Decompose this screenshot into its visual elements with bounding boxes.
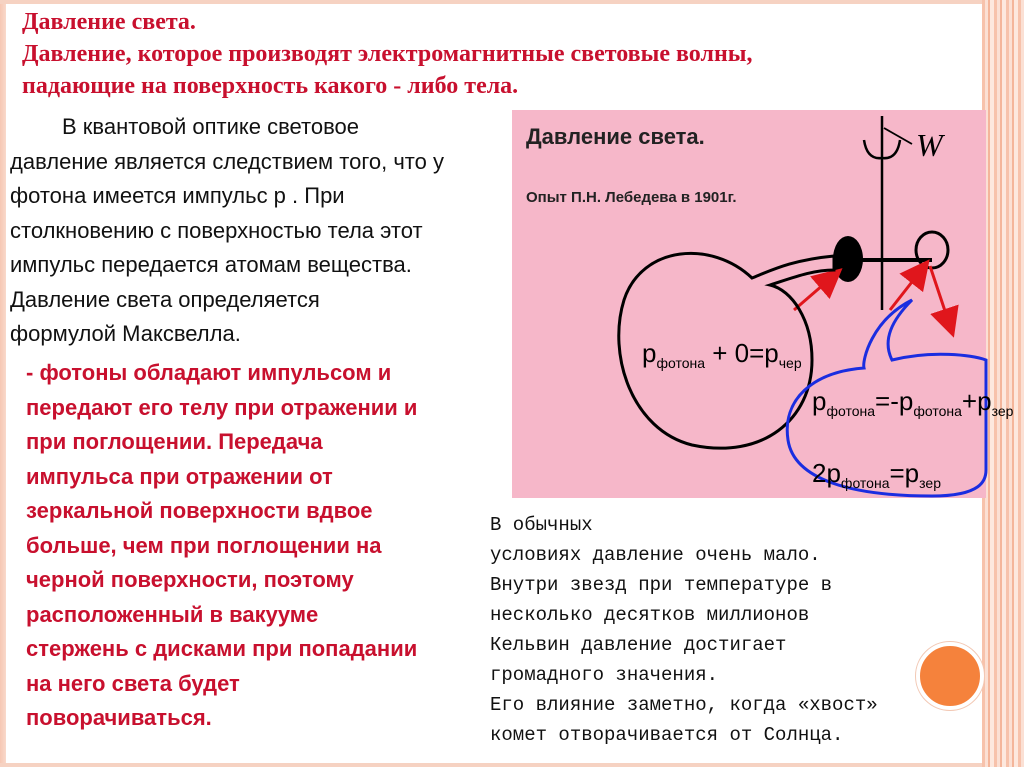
lebedev-experiment-figure <box>512 110 1014 498</box>
red-line: передают его телу при отражении и <box>26 394 418 420</box>
red-line: при поглощении. Передача <box>26 429 323 454</box>
reflected-beam-line <box>884 128 912 144</box>
formula-mirror-disk: $р_{фотона}=-р_{фотона}+р_{зер}$ <box>812 386 1014 419</box>
note-line: комет отворачивается от Солнца. <box>490 724 844 746</box>
red-line: черной поверхности, поэтому <box>26 567 354 592</box>
black-disk <box>833 236 863 282</box>
incident-arrow-black-disk <box>794 272 838 310</box>
note-line: Его влияние заметно, когда «хвост» <box>490 694 878 716</box>
red-line: на него света будет <box>26 670 240 696</box>
experiment-diagram <box>512 110 1014 498</box>
title-line: Давление, которое производят электромагнитные световые волны, <box>22 41 753 67</box>
formula-black-disk: $р_{фотона} + 0=р_{чер}$ <box>642 338 802 371</box>
photon-explanation <box>26 356 496 736</box>
formula-double-momentum: $2р_{фотона}=р_{зер}$ <box>812 458 941 491</box>
w-label: W <box>916 127 943 163</box>
note-line: Кельвин давление достигает <box>490 634 787 656</box>
body-line: формулой Максвелла. <box>10 321 241 346</box>
mirror-disk <box>916 232 948 268</box>
note-line: В обычных <box>490 514 593 536</box>
bottom-stripe <box>0 763 990 767</box>
title-line: Давление света. <box>22 9 196 35</box>
body-paragraph <box>10 110 510 352</box>
body-line: столкновению с поверхностью тела этот <box>10 217 423 243</box>
conditions-note <box>490 510 930 750</box>
title-line: падающие на поверхность какого - либо тела. <box>22 73 519 99</box>
red-line: зеркальной поверхности вдвое <box>26 498 373 523</box>
note-line: условиях давление очень мало. <box>490 544 821 566</box>
reflected-arrow-mirror-disk <box>930 266 952 332</box>
top-stripe <box>0 0 990 4</box>
body-line: фотона имеется импульс р . При <box>10 183 345 208</box>
note-line: Внутри звезд при температуре в <box>490 574 833 596</box>
body-line: импульс передается атомам вещества. <box>10 252 412 277</box>
body-line: Давление света определяется <box>10 286 320 312</box>
red-line: больше, чем при поглощении на <box>26 532 382 558</box>
note-line: несколько десятков миллионов <box>490 604 810 626</box>
right-border-decoration <box>982 0 1024 767</box>
slide-title <box>22 6 922 102</box>
red-line: стержень с дисками при попадании <box>26 636 418 661</box>
red-line: - фотоны обладают импульсом и <box>26 360 392 385</box>
left-stripe <box>0 0 6 767</box>
body-line: В квантовой оптике световое <box>62 114 360 139</box>
note-line: громадного значения. <box>490 664 719 686</box>
red-line: расположенный в вакууме <box>26 601 319 627</box>
red-line: импульса при отражении от <box>26 463 333 489</box>
figure-heading: Давление света. <box>526 124 705 149</box>
body-line: давление является следствием того, что у <box>10 148 444 174</box>
figure-subheading: Опыт П.Н. Лебедева в 1901г. <box>526 189 737 206</box>
red-line: поворачиваться. <box>26 705 212 730</box>
